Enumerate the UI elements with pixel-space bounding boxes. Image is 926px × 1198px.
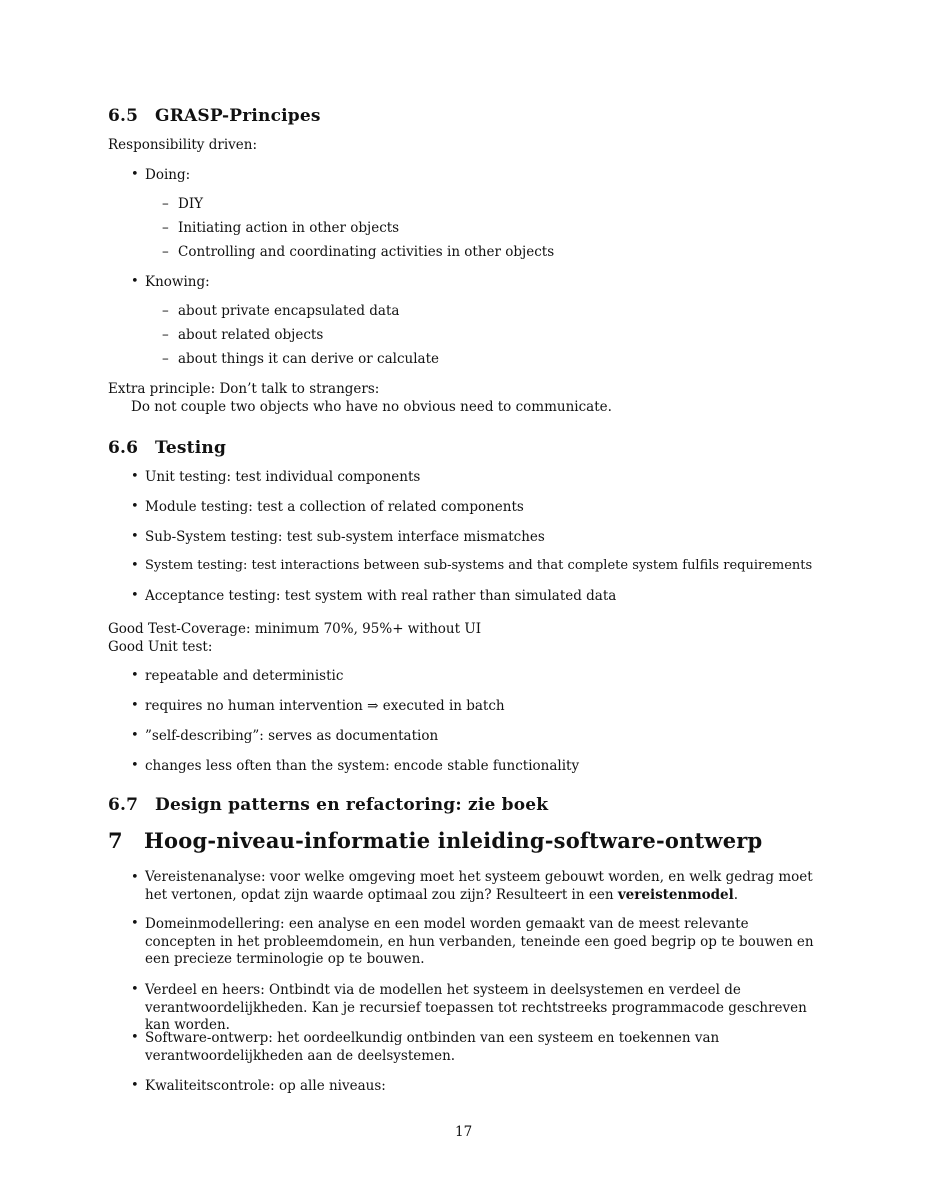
bullet-icon: •: [131, 698, 139, 713]
item-bold-term: vereistenmodel: [617, 886, 734, 903]
dash-icon: –: [162, 351, 169, 367]
testing-item: Sub-System testing: test sub-system interface mismatches: [145, 529, 545, 545]
section-title: Testing: [155, 438, 227, 458]
unit-test-title: Good Unit test:: [108, 639, 213, 655]
bullet-icon: •: [131, 870, 139, 885]
dash-icon: –: [162, 303, 169, 319]
unit-test-item: requires no human intervention ⇒ executed in batch: [145, 698, 505, 714]
dash-icon: –: [162, 327, 169, 343]
chapter-item: Verdeel en heers: Ontbindt via de modellen het systeem in deelsystemen en verdeel de verantwoordelijkheden. Kan je recursief toepassen tot rechtstreeks programmacode geschreven kan worden.: [145, 982, 807, 1033]
unit-test-item: ”self-describing”: serves as documentation: [145, 728, 439, 744]
knowing-item: about things it can derive or calculate: [178, 351, 439, 367]
extra-principle-title: Extra principle: Don’t talk to strangers:: [108, 381, 380, 397]
chapter-item: [145, 869, 817, 904]
testing-item: Unit testing: test individual components: [145, 469, 421, 485]
bullet-icon: •: [131, 758, 139, 773]
responsibility-intro: Responsibility driven:: [108, 137, 258, 153]
chapter-item: Software-ontwerp: het oordeelkundig ontbinden van een systeem en toekennen van verantwoordelijkheden aan de deelsystemen.: [145, 1030, 720, 1064]
unit-test-item: repeatable and deterministic: [145, 668, 344, 684]
page-number: 17: [455, 1124, 473, 1140]
section-title: Design patterns en refactoring: zie boek: [155, 795, 549, 815]
bullet-icon: •: [131, 916, 139, 931]
bullet-icon: •: [131, 1078, 139, 1093]
bullet-icon: •: [131, 982, 139, 997]
knowing-item: about private encapsulated data: [178, 303, 400, 319]
doing-item: DIY: [178, 196, 204, 212]
testing-item: Acceptance testing: test system with real rather than simulated data: [145, 588, 617, 604]
section-number: 6.7: [108, 795, 139, 815]
chapter-number: 7: [108, 828, 123, 853]
chapter-title: Hoog-niveau-informatie inleiding-software-ontwerp: [144, 828, 763, 853]
extra-principle-text: Do not couple two objects who have no obvious need to communicate.: [131, 399, 612, 415]
unit-test-item: changes less often than the system: encode stable functionality: [145, 758, 580, 774]
section-title: GRASP-Principes: [155, 106, 321, 126]
bullet-icon: •: [131, 668, 139, 683]
testing-item: System testing: test interactions between sub-systems and that complete system fulfils requirements: [145, 558, 813, 573]
doing-label: Doing:: [145, 167, 191, 183]
section-heading-6-6: [108, 436, 226, 460]
chapter-item: Kwaliteitscontrole: op alle niveaus:: [145, 1078, 386, 1094]
knowing-label: Knowing:: [145, 274, 210, 290]
bullet-icon: •: [131, 274, 139, 289]
bullet-icon: •: [131, 728, 139, 743]
bullet-icon: •: [131, 529, 139, 544]
bullet-icon: •: [131, 588, 139, 603]
bullet-icon: •: [131, 558, 139, 573]
chapter-heading-7: [108, 829, 762, 853]
section-heading-6-7: [108, 793, 548, 817]
doing-item: Initiating action in other objects: [178, 220, 400, 236]
dash-icon: –: [162, 244, 169, 260]
bullet-icon: •: [131, 499, 139, 514]
dash-icon: –: [162, 220, 169, 236]
bullet-icon: •: [131, 469, 139, 484]
test-coverage-text: Good Test-Coverage: minimum 70%, 95%+ without UI: [108, 621, 482, 637]
item-text-end: .: [733, 886, 739, 903]
item-text: Vereistenanalyse: voor welke omgeving moet het systeem gebouwt worden, en welk gedrag moet het vertonen, opdat zijn waarde optimaal zou zijn? Resulteert in een: [145, 869, 813, 903]
section-heading-6-5: [108, 104, 321, 128]
knowing-item: about related objects: [178, 327, 324, 343]
chapter-item: Domeinmodellering: een analyse en een model worden gemaakt van de meest relevante concepten in het probleemdomein, en hun verbanden, teneinde een goed begrip op te bouwen en een precieze terminologie op te bouwen.: [145, 916, 814, 967]
bullet-icon: •: [131, 167, 139, 182]
doing-item: Controlling and coordinating activities in other objects: [178, 244, 555, 260]
testing-item: Module testing: test a collection of related components: [145, 499, 524, 515]
section-number: 6.5: [108, 106, 139, 126]
section-number: 6.6: [108, 438, 139, 458]
dash-icon: –: [162, 196, 169, 212]
bullet-icon: •: [131, 1030, 139, 1045]
